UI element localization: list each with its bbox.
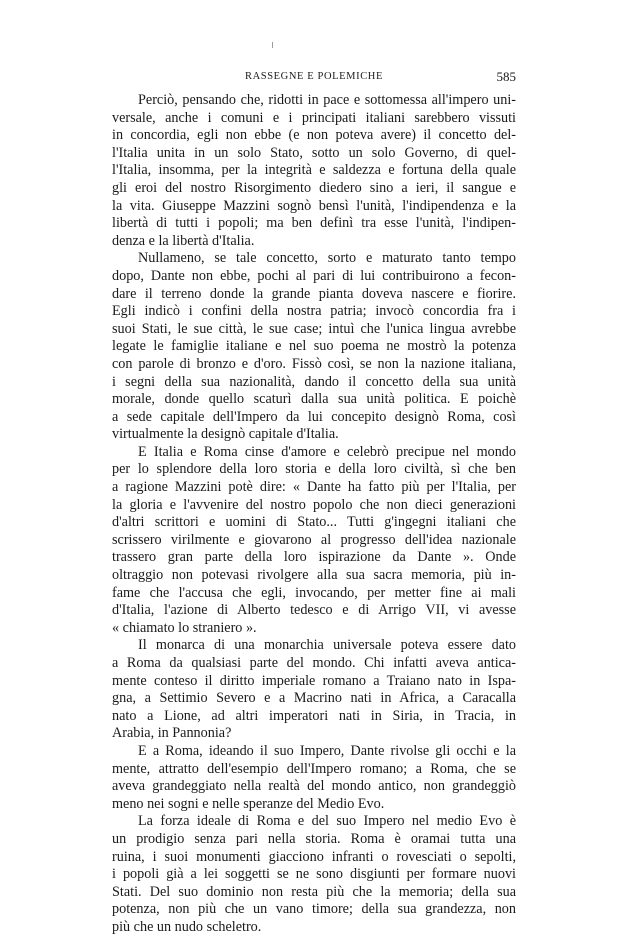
text-line: aveva grandeggiato nella realtà del mondo antico, non grandeggiò — [112, 778, 516, 795]
paragraph — [112, 743, 516, 813]
text-line: legate le famiglie italiane e nel suo poema ne mostrò la potenza — [112, 338, 516, 355]
text-line: morale, donde quello scaturì dalla sua unità politica. E poichè — [112, 391, 516, 408]
text-line: con parole di bronzo e d'oro. Fissò così, se non la nazione italiana, — [112, 355, 516, 372]
text-line: denza e la libertà d'Italia. — [112, 232, 255, 249]
text-line: oltraggio non potevasi rivolgere alla sua sacra memoria, più in- — [112, 567, 516, 584]
text-line: libertà di tutti i popoli; ma ben definì tra esse l'unità, l'indipen- — [112, 215, 516, 232]
paragraph — [112, 92, 516, 250]
text-line: E Italia e Roma cinse d'amore e celebrò precipue nel mondo — [138, 443, 516, 460]
text-line: Arabia, in Pannonia? — [112, 725, 232, 742]
body-text — [112, 92, 516, 937]
running-header — [112, 69, 516, 85]
text-line: per lo splendore della loro storia e della loro civiltà, sì che ben — [112, 461, 516, 478]
text-line: la vita. Giuseppe Mazzini sognò bensì l'unità, l'indipendenza e la — [112, 197, 516, 214]
text-line: La forza ideale di Roma e del suo Impero nel medio Evo è — [138, 813, 516, 830]
text-line: dare il terreno donde la grande pianta doveva nascere e fiorire. — [112, 285, 516, 302]
text-line: a Roma da qualsiasi parte del mondo. Chi infatti aveva antica- — [112, 655, 516, 671]
text-line: trassero gran parte della loro ispirazione da Dante ». Onde — [112, 549, 516, 566]
page-edge-mark — [272, 42, 273, 48]
text-line: E a Roma, ideando il suo Impero, Dante rivolse gli occhi e la — [138, 742, 516, 759]
text-line: più che un nudo scheletro. — [112, 918, 262, 935]
text-line: versale, anche i comuni e i principati italiani sarebbero vissuti — [112, 109, 516, 126]
text-line: Il monarca di una monarchia universale poteva essere dato — [138, 637, 516, 654]
text-line: Perciò, pensando che, ridotti in pace e sottomessa all'impero uni- — [138, 92, 516, 108]
text-line: fame che l'accusa che egli, invocando, per metter fine ai mali — [112, 584, 516, 601]
text-line: i popoli già a lei soggetti se ne sono disgiunti per formare nuovi — [112, 866, 516, 883]
page-number: 585 — [496, 69, 516, 84]
text-line: « chiamato lo straniero ». — [112, 619, 257, 636]
text-line: Nullameno, se tale concetto, sorto e maturato tanto tempo — [138, 250, 516, 267]
text-line: mente, attratto dell'esempio dell'Impero romano; a Roma, che se — [112, 760, 516, 777]
text-line: i segni della sua nazionalità, dando il concetto della sua unità — [112, 373, 516, 390]
text-line: in concordia, egli non ebbe (e non poteva avere) il concetto del- — [112, 127, 516, 144]
text-line: Stati. Del suo dominio non resta più che la memoria; della sua — [112, 883, 516, 900]
paragraph — [112, 637, 516, 743]
text-line: gna, a Settimio Severo e a Macrino nati in Africa, a Caracalla — [112, 690, 516, 707]
text-line: l'Italia unita in un solo Stato, sotto un solo Governo, di quel- — [112, 144, 516, 161]
text-line: dopo, Dante non ebbe, pochi al pari di lui contribuirono a fecon- — [112, 267, 516, 284]
text-line: ruina, i suoi monumenti giacciono infranti o rovesciati o sepolti, — [112, 848, 516, 865]
paragraph — [112, 444, 516, 638]
text-line: potenza, non più che un vano timore; della sua grandezza, non — [112, 901, 516, 918]
text-line: a sede capitale dell'Impero da lui concepito designò Roma, così — [112, 408, 516, 425]
paragraph — [112, 250, 516, 444]
running-title: RASSEGNE E POLEMICHE — [244, 71, 383, 82]
text-line: scrissero virilmente e giovarono al progresso dell'idea nazionale — [112, 531, 516, 548]
text-line: gli eroi del nostro Risorgimento diedero sino a ieri, il sangue e — [112, 179, 516, 196]
text-line: a ragione Mazzini potè dire: « Dante ha fatto più per l'Italia, per — [112, 479, 516, 496]
paragraph — [112, 813, 516, 936]
text-line: Egli indicò i confini della nostra patria; invocò concordia fra i — [112, 303, 516, 320]
text-line: virtualmente la designò capitale d'Italia. — [112, 426, 339, 443]
text-line: meno nei sogni e nelle speranze del Medio Evo. — [112, 795, 385, 812]
text-line: d'altri scrittori e uomini di Stato... Tutti g'ingegni italiani che — [112, 514, 516, 531]
text-line: un prodigio senza pari nella storia. Roma è oramai tutta una — [112, 830, 516, 847]
text-line: la gloria e l'avvenire del nostro popolo che non dieci generazioni — [112, 496, 516, 513]
text-line: l'Italia, insomma, per la integrità e saldezza e fortuna della quale — [112, 162, 516, 179]
text-line: nato a Lione, ad altri imperatori nati in Siria, in Tracia, in — [112, 707, 516, 724]
text-line: suoi Stati, le sue città, le sue case; intuì che l'unica lingua avrebbe — [112, 320, 516, 337]
text-line: d'Italia, l'azione di Alberto tedesco e di Arrigo VII, vi avesse — [112, 602, 516, 619]
text-line: mente conteso il diritto imperiale romano a Traiano nato in Ispa- — [112, 672, 516, 689]
